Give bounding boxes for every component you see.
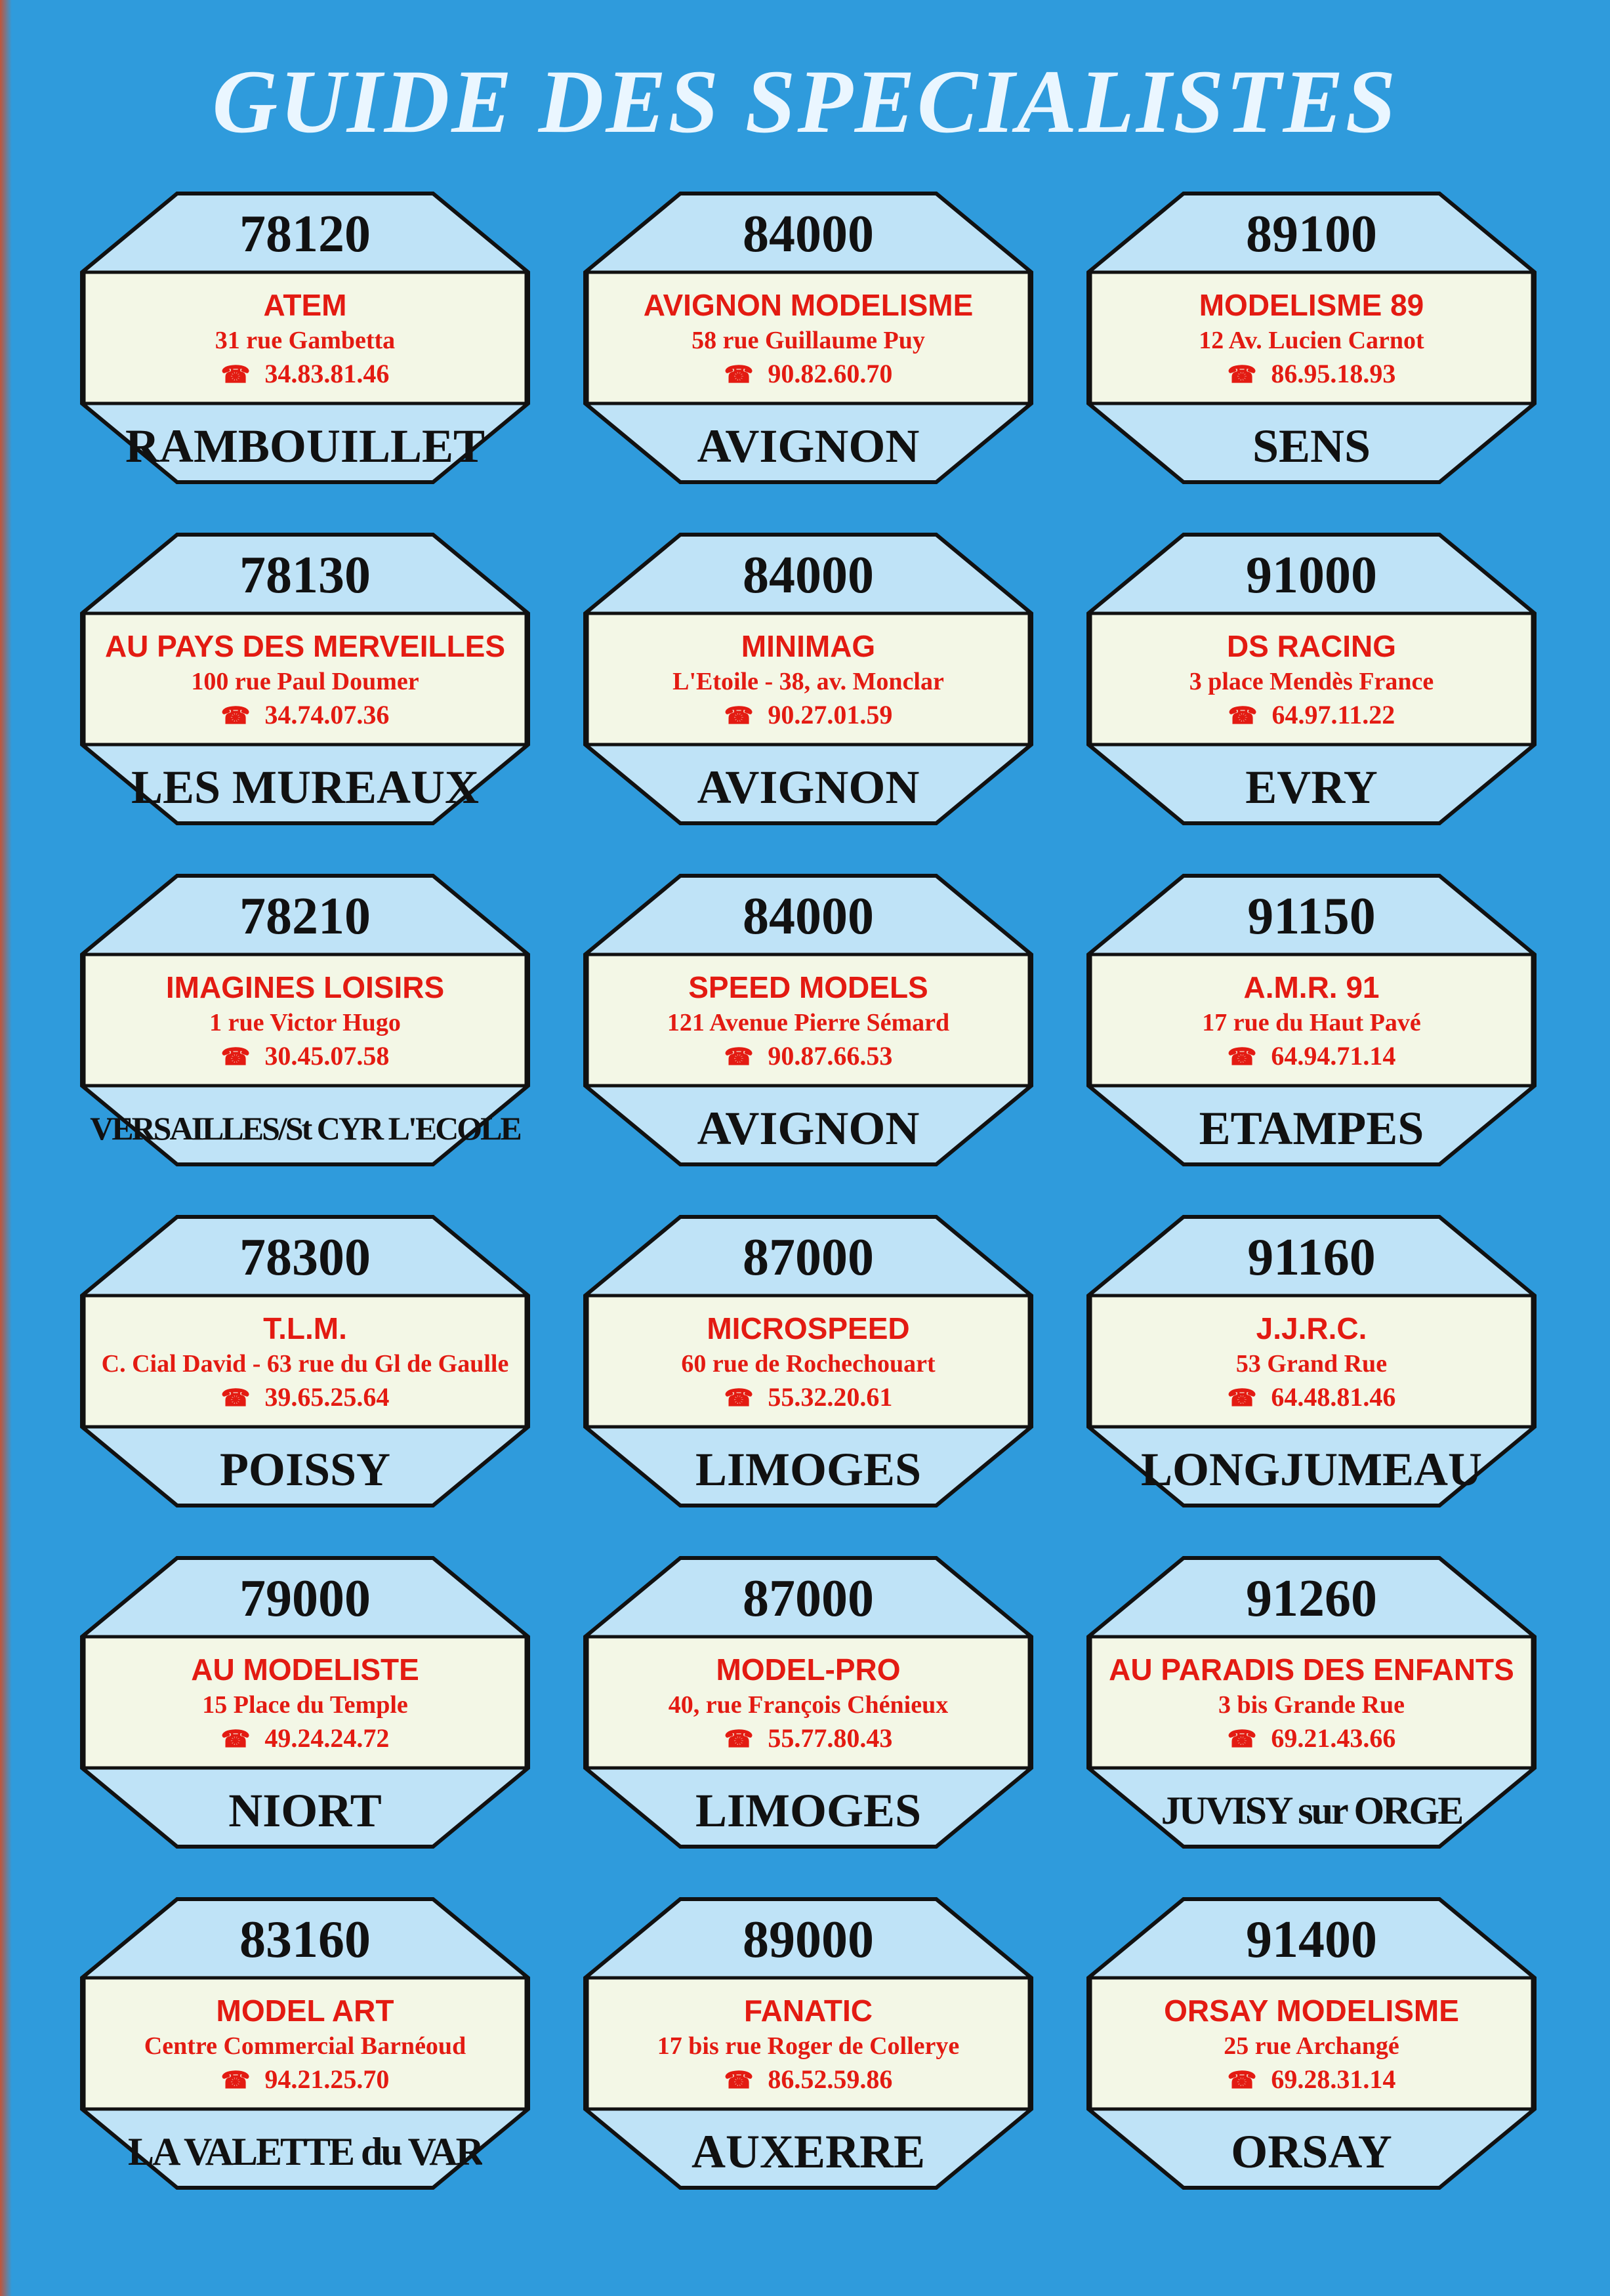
shop-address xyxy=(79,1349,531,1386)
shop-phone xyxy=(582,699,1035,731)
shop-address xyxy=(582,2031,1035,2068)
postal-code-text: 87000 xyxy=(743,1229,874,1286)
city-name-text: ORSAY xyxy=(1231,2125,1392,2178)
postal-code-text: 83160 xyxy=(239,1911,371,1969)
phone-number: 34.83.81.46 xyxy=(264,359,390,388)
shop-phone xyxy=(582,1382,1035,1414)
shop-name-text: IMAGINES LOISIRS xyxy=(165,970,445,1004)
specialist-card xyxy=(1085,872,1538,1168)
phone-number: 64.94.71.14 xyxy=(1271,1041,1396,1071)
city-name xyxy=(1085,1781,1538,1840)
shop-phone xyxy=(582,1723,1035,1755)
shop-name-text: AVIGNON MODELISME xyxy=(643,288,974,322)
shop-address xyxy=(1085,1008,1538,1045)
phone-number: 64.97.11.22 xyxy=(1271,700,1395,729)
phone-number: 90.87.66.53 xyxy=(768,1041,893,1071)
shop-name-text: MICROSPEED xyxy=(707,1311,910,1345)
shop-phone xyxy=(79,1040,531,1073)
shop-phone xyxy=(1085,1723,1538,1755)
postal-code xyxy=(1085,887,1538,946)
shop-address xyxy=(1085,1349,1538,1386)
shop-name xyxy=(1085,1993,1538,2036)
shop-name xyxy=(1085,1311,1538,1353)
postal-code-text: 89000 xyxy=(743,1911,874,1969)
shop-name-text: FANATIC xyxy=(744,1994,873,2028)
shop-address-text: 40, rue François Chénieux xyxy=(668,1691,949,1719)
city-name-text: LIMOGES xyxy=(695,1443,922,1496)
specialist-card xyxy=(79,190,531,485)
postal-code xyxy=(582,1228,1035,1287)
shop-phone xyxy=(1085,2064,1538,2096)
city-name-text: LONGJUMEAU xyxy=(1141,1443,1482,1496)
postal-code-text: 78210 xyxy=(239,888,371,945)
shop-name-text: MODEL ART xyxy=(216,1994,394,2028)
shop-name xyxy=(582,970,1035,1012)
phone-icon: ☎ xyxy=(220,703,251,729)
shop-name xyxy=(79,1993,531,2036)
shop-address xyxy=(582,1690,1035,1727)
shop-phone xyxy=(582,358,1035,390)
postal-code-text: 87000 xyxy=(743,1570,874,1628)
shop-address-text: 3 place Mendès France xyxy=(1189,668,1434,695)
city-name xyxy=(1085,1440,1538,1499)
postal-code-text: 84000 xyxy=(743,888,874,945)
shop-address xyxy=(79,325,531,363)
city-name-text: LES MUREAUX xyxy=(131,761,480,813)
shop-address xyxy=(1085,1690,1538,1727)
phone-number: 69.28.31.14 xyxy=(1271,2064,1396,2094)
phone-number: 39.65.25.64 xyxy=(264,1382,390,1412)
specialist-card xyxy=(582,1214,1035,1509)
shop-address xyxy=(79,666,531,704)
specialist-card xyxy=(582,872,1035,1168)
specialist-card xyxy=(79,1214,531,1509)
phone-icon: ☎ xyxy=(724,361,754,388)
phone-icon: ☎ xyxy=(1227,1385,1257,1411)
shop-address xyxy=(582,1008,1035,1045)
city-name xyxy=(1085,417,1538,476)
shop-address-text: 25 rue Archangé xyxy=(1224,2032,1399,2060)
specialist-card xyxy=(1085,190,1538,485)
shop-name-text: DS RACING xyxy=(1226,629,1397,663)
city-name xyxy=(79,2122,531,2181)
shop-phone xyxy=(79,699,531,731)
postal-code xyxy=(1085,1910,1538,1969)
shop-name xyxy=(79,628,531,671)
shop-address xyxy=(79,1008,531,1045)
shop-phone xyxy=(1085,1382,1538,1414)
shop-name xyxy=(79,1311,531,1353)
specialist-card xyxy=(1085,1214,1538,1509)
phone-number: 90.27.01.59 xyxy=(768,700,893,729)
phone-icon: ☎ xyxy=(1227,1726,1257,1752)
specialist-card xyxy=(582,190,1035,485)
shop-address-text: 53 Grand Rue xyxy=(1235,1350,1388,1378)
specialist-card xyxy=(1085,1555,1538,1850)
shop-name-text: MINIMAG xyxy=(741,629,876,663)
shop-address-text: 3 bis Grande Rue xyxy=(1218,1691,1405,1719)
shop-phone xyxy=(582,2064,1035,2096)
city-name-text: JUVISY sur ORGE xyxy=(1161,1789,1462,1832)
specialist-card xyxy=(582,531,1035,827)
city-name-text: EVRY xyxy=(1245,761,1378,813)
shop-phone xyxy=(1085,699,1538,731)
shop-address-text: L'Etoile - 38, av. Monclar xyxy=(672,668,944,695)
shop-name-text: AU PAYS DES MERVEILLES xyxy=(104,629,506,663)
phone-number: 64.48.81.46 xyxy=(1271,1382,1396,1412)
city-name xyxy=(1085,758,1538,817)
postal-code xyxy=(582,205,1035,264)
city-name xyxy=(582,417,1035,476)
shop-address xyxy=(1085,666,1538,704)
shop-phone xyxy=(1085,1040,1538,1073)
shop-address xyxy=(1085,325,1538,363)
city-name xyxy=(79,1099,531,1158)
postal-code xyxy=(79,1569,531,1628)
shop-address-text: 12 Av. Lucien Carnot xyxy=(1199,327,1424,354)
city-name xyxy=(582,1781,1035,1840)
shop-address xyxy=(582,1349,1035,1386)
postal-code xyxy=(79,1228,531,1287)
postal-code-text: 91150 xyxy=(1247,888,1376,945)
postal-code-text: 91160 xyxy=(1247,1229,1376,1286)
city-name xyxy=(1085,2122,1538,2181)
shop-name-text: MODELISME 89 xyxy=(1199,288,1424,322)
shop-name-text: SPEED MODELS xyxy=(688,970,928,1004)
postal-code xyxy=(582,1569,1035,1628)
shop-name xyxy=(79,1652,531,1694)
shop-phone xyxy=(79,358,531,390)
city-name xyxy=(79,758,531,817)
postal-code-text: 78130 xyxy=(239,546,371,604)
shop-name-text: ORSAY MODELISME xyxy=(1164,1994,1459,2028)
shop-address-text: 121 Avenue Pierre Sémard xyxy=(667,1009,950,1036)
shop-address xyxy=(582,666,1035,704)
city-name-text: SENS xyxy=(1252,420,1371,472)
postal-code-text: 91400 xyxy=(1246,1911,1377,1969)
shop-address-text: 58 rue Guillaume Puy xyxy=(691,327,925,354)
phone-number: 30.45.07.58 xyxy=(264,1041,390,1071)
postal-code xyxy=(79,1910,531,1969)
phone-icon: ☎ xyxy=(220,1385,251,1411)
shop-name-text: MODEL-PRO xyxy=(716,1652,901,1687)
phone-icon: ☎ xyxy=(724,2067,754,2093)
postal-code xyxy=(582,546,1035,605)
shop-name xyxy=(1085,970,1538,1012)
city-name xyxy=(79,417,531,476)
shop-address-text: Centre Commercial Barnéoud xyxy=(144,2032,466,2060)
specialist-card xyxy=(582,1555,1035,1850)
phone-icon: ☎ xyxy=(724,703,754,729)
shop-address-text: 100 rue Paul Doumer xyxy=(191,668,419,695)
phone-icon: ☎ xyxy=(220,1044,251,1070)
phone-number: 34.74.07.36 xyxy=(264,700,390,729)
shop-phone xyxy=(1085,358,1538,390)
postal-code xyxy=(79,546,531,605)
postal-code xyxy=(582,1910,1035,1969)
postal-code xyxy=(1085,1569,1538,1628)
phone-number: 86.52.59.86 xyxy=(768,2064,893,2094)
phone-icon: ☎ xyxy=(724,1726,754,1752)
phone-icon: ☎ xyxy=(724,1385,754,1411)
shop-address-text: 17 bis rue Roger de Collerye xyxy=(657,2032,960,2060)
city-name-text: LA VALETTE du VAR xyxy=(128,2130,482,2173)
phone-icon: ☎ xyxy=(1228,703,1258,729)
specialist-card xyxy=(79,1555,531,1850)
postal-code xyxy=(79,887,531,946)
shop-name xyxy=(1085,1652,1538,1694)
specialist-card xyxy=(1085,1896,1538,2191)
phone-number: 94.21.25.70 xyxy=(264,2064,390,2094)
shop-phone xyxy=(79,2064,531,2096)
specialist-card xyxy=(79,1896,531,2191)
city-name-text: AVIGNON xyxy=(697,761,920,813)
shop-name-text: AU PARADIS DES ENFANTS xyxy=(1109,1652,1514,1687)
specialist-card xyxy=(79,872,531,1168)
phone-icon: ☎ xyxy=(1227,2067,1257,2093)
city-name xyxy=(582,1099,1035,1158)
shop-address-text: 15 Place du Temple xyxy=(202,1691,408,1719)
phone-icon: ☎ xyxy=(1227,1044,1257,1070)
postal-code xyxy=(1085,205,1538,264)
phone-icon: ☎ xyxy=(1227,361,1257,388)
city-name-text: AUXERRE xyxy=(691,2125,926,2178)
postal-code xyxy=(1085,1228,1538,1287)
specialist-card xyxy=(1085,531,1538,827)
postal-code-text: 79000 xyxy=(239,1570,371,1628)
postal-code xyxy=(582,887,1035,946)
city-name-text: AVIGNON xyxy=(697,1102,920,1155)
shop-name xyxy=(79,287,531,330)
city-name-text: ETAMPES xyxy=(1199,1102,1424,1155)
shop-name xyxy=(582,1652,1035,1694)
shop-address-text: 1 rue Victor Hugo xyxy=(209,1009,401,1036)
postal-code-text: 89100 xyxy=(1246,205,1377,263)
city-name xyxy=(79,1781,531,1840)
city-name xyxy=(1085,1099,1538,1158)
specialist-card xyxy=(79,531,531,827)
shop-address xyxy=(582,325,1035,363)
shop-name-text: A.M.R. 91 xyxy=(1243,970,1380,1004)
shop-address xyxy=(79,2031,531,2068)
postal-code-text: 91260 xyxy=(1246,1570,1377,1628)
shop-name-text: J.J.R.C. xyxy=(1256,1311,1367,1345)
phone-icon: ☎ xyxy=(220,2067,251,2093)
postal-code-text: 91000 xyxy=(1246,546,1377,604)
city-name-text: RAMBOUILLET xyxy=(125,420,485,472)
phone-number: 49.24.24.72 xyxy=(264,1723,390,1753)
shop-name xyxy=(582,1993,1035,2036)
shop-name-text: AU MODELISTE xyxy=(191,1652,419,1687)
postal-code-text: 78300 xyxy=(239,1229,371,1286)
city-name xyxy=(582,1440,1035,1499)
city-name xyxy=(582,758,1035,817)
phone-number: 55.32.20.61 xyxy=(768,1382,893,1412)
shop-address-text: 60 rue de Rochechouart xyxy=(681,1350,936,1378)
city-name-text: POISSY xyxy=(219,1443,391,1496)
page-title: GUIDE DES SPECIALISTES xyxy=(212,51,1398,152)
shop-name-text: ATEM xyxy=(263,288,347,322)
city-name-text: VERSAILLES/St CYR L'ECOLE xyxy=(90,1110,520,1147)
shop-address-text: C. Cial David - 63 rue du Gl de Gaulle xyxy=(101,1350,509,1378)
phone-icon: ☎ xyxy=(724,1044,754,1070)
postal-code xyxy=(79,205,531,264)
shop-phone xyxy=(79,1382,531,1414)
city-name xyxy=(582,2122,1035,2181)
shop-address-text: 31 rue Gambetta xyxy=(215,327,396,354)
shop-address xyxy=(1085,2031,1538,2068)
shop-name xyxy=(582,1311,1035,1353)
shop-name xyxy=(79,970,531,1012)
phone-number: 90.82.60.70 xyxy=(768,359,893,388)
shop-phone xyxy=(582,1040,1035,1073)
postal-code-text: 84000 xyxy=(743,546,874,604)
city-name-text: NIORT xyxy=(228,1784,382,1837)
shop-name xyxy=(1085,287,1538,330)
city-name xyxy=(79,1440,531,1499)
city-name-text: AVIGNON xyxy=(697,420,920,472)
specialist-card xyxy=(582,1896,1035,2191)
shop-name xyxy=(1085,628,1538,671)
shop-address-text: 17 rue du Haut Pavé xyxy=(1202,1009,1421,1036)
postal-code xyxy=(1085,546,1538,605)
postal-code-text: 78120 xyxy=(239,205,371,263)
shop-address xyxy=(79,1690,531,1727)
shop-phone xyxy=(79,1723,531,1755)
phone-icon: ☎ xyxy=(220,361,251,388)
city-name-text: LIMOGES xyxy=(695,1784,922,1837)
phone-number: 86.95.18.93 xyxy=(1271,359,1396,388)
shop-name xyxy=(582,628,1035,671)
phone-number: 69.21.43.66 xyxy=(1271,1723,1396,1753)
postal-code-text: 84000 xyxy=(743,205,874,263)
phone-number: 55.77.80.43 xyxy=(768,1723,893,1753)
shop-name-text: T.L.M. xyxy=(263,1311,347,1345)
phone-icon: ☎ xyxy=(220,1726,251,1752)
shop-name xyxy=(582,287,1035,330)
